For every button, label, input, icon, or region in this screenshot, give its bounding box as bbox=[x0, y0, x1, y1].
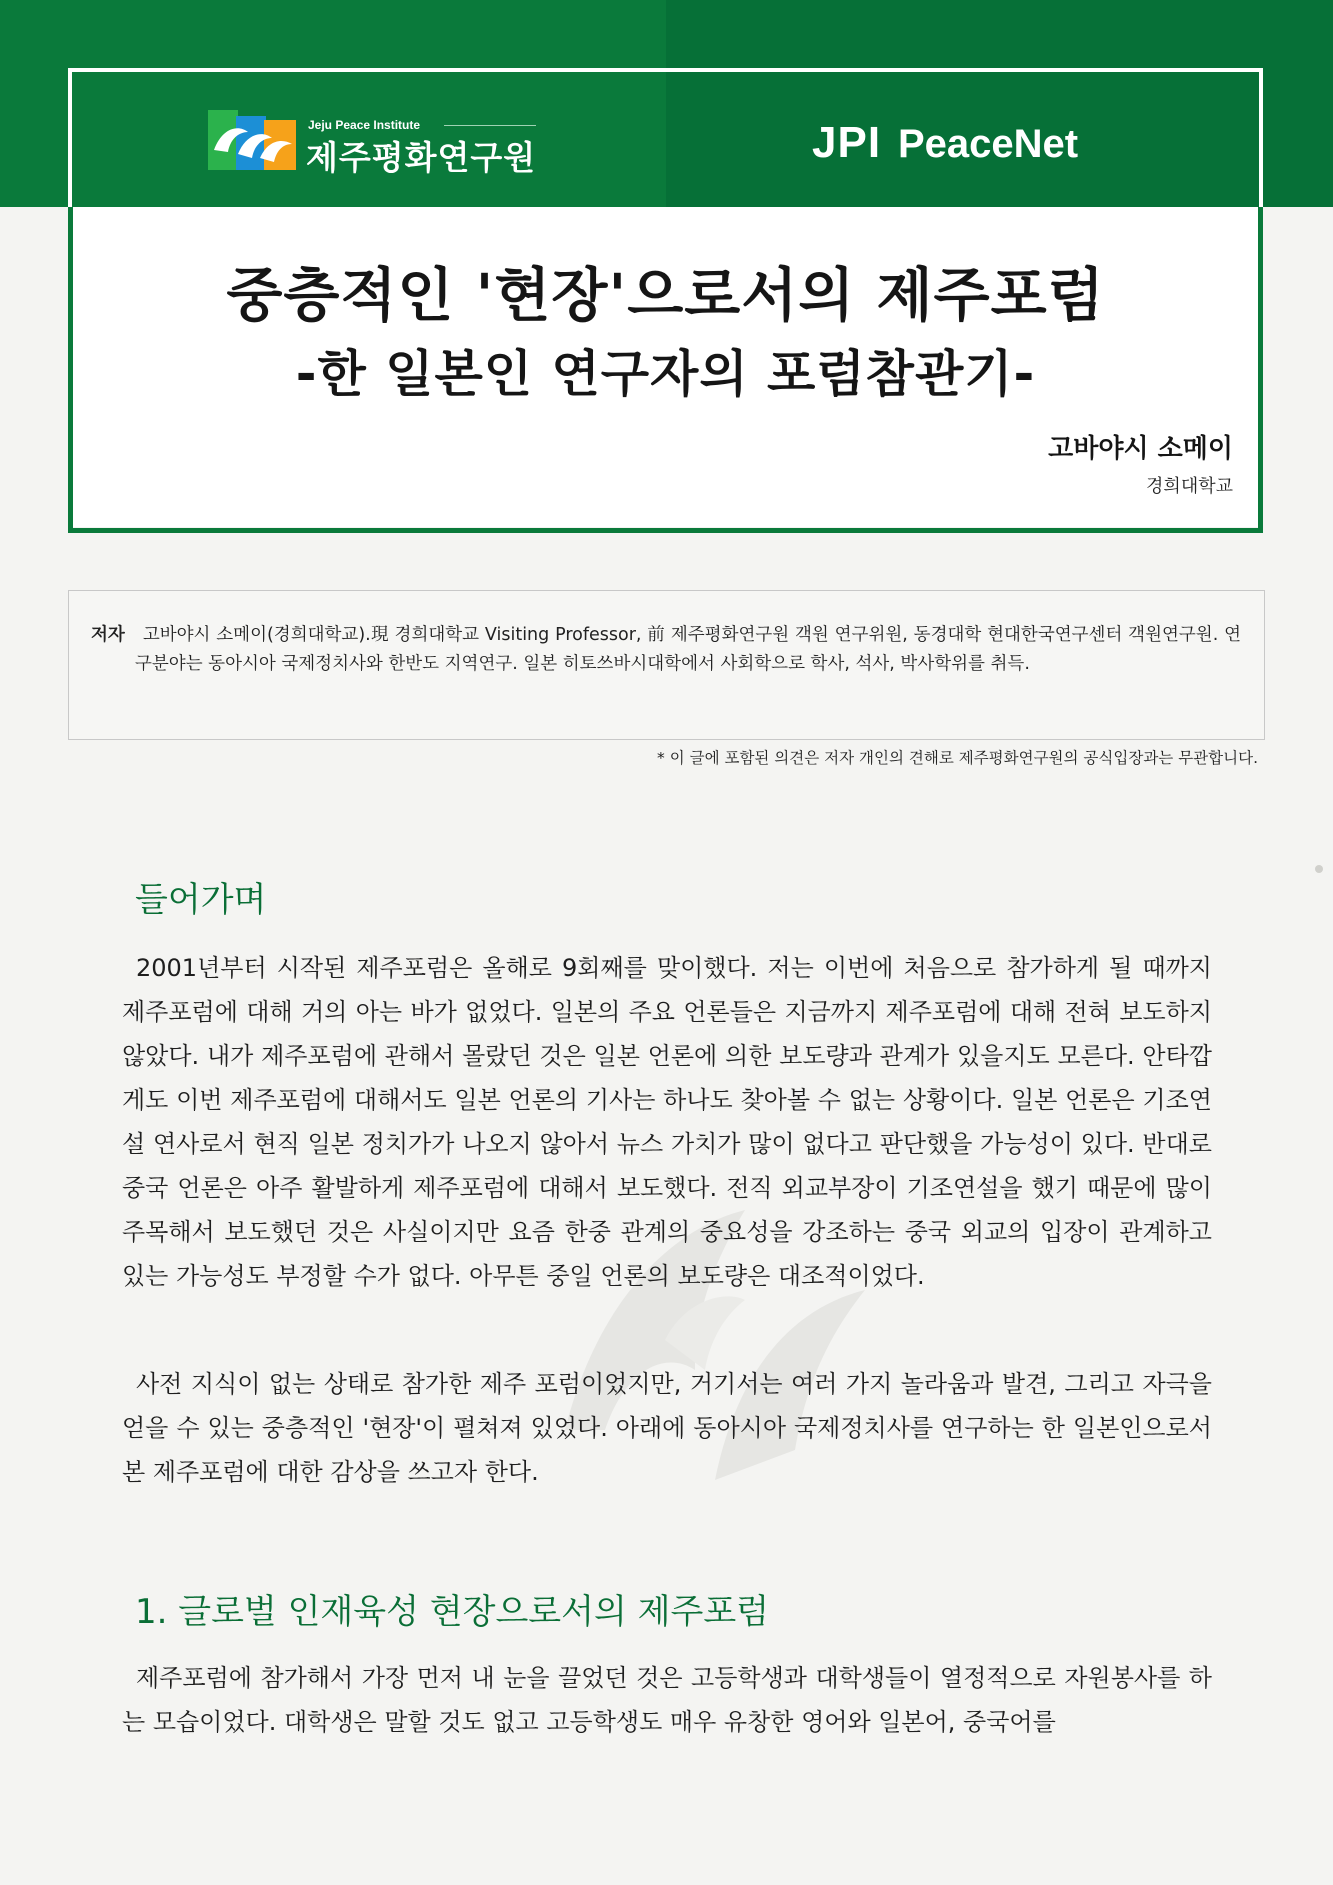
dove-logo-icon bbox=[208, 110, 296, 170]
jpi-mark: JPI bbox=[812, 118, 882, 167]
frame-line bbox=[1259, 68, 1263, 208]
frame-line bbox=[68, 68, 72, 208]
page-title: 중층적인 '현장'으로서의 제주포럼 bbox=[226, 261, 1105, 329]
section-heading-intro: 들어가며 bbox=[135, 880, 267, 920]
section-heading-1: 1. 글로벌 인재육성 현장으로서의 제주포럼 bbox=[135, 1592, 770, 1632]
frame-line bbox=[68, 528, 1263, 533]
page-edge-mark bbox=[1315, 865, 1323, 873]
logo-english-name: Jeju Peace Institute bbox=[308, 118, 421, 132]
frame-line bbox=[68, 68, 1263, 72]
paragraph: 제주포럼에 참가해서 가장 먼저 내 눈을 끌었던 것은 고등학생과 대학생들이 열정적으로 자원봉사를 하는 모습이었다. 대학생은 말할 것도 없고 고등학생도 매우 유창한 영어와 일본어, 중국어를 bbox=[122, 1664, 1212, 1736]
jeju-peace-institute-logo bbox=[208, 108, 538, 177]
author-info-label: 저자 bbox=[91, 625, 125, 645]
page-subtitle: -한 일본인 연구자의 포럼참관기- bbox=[295, 345, 1036, 403]
peacenet-wordmark: PeaceNet bbox=[898, 122, 1079, 166]
disclaimer-note: * 이 글에 포함된 의견은 저자 개인의 견해로 제주평화연구원의 공식입장과는 무관합니다. bbox=[657, 749, 1258, 767]
author-name: 고바야시 소메이 bbox=[1048, 434, 1233, 464]
header-band bbox=[0, 0, 1333, 207]
author-info-box bbox=[68, 590, 1265, 740]
author-info-text bbox=[91, 621, 1241, 679]
peacenet-logo bbox=[812, 118, 1112, 174]
author-affiliation: 경희대학교 bbox=[1146, 476, 1233, 497]
frame-line bbox=[1258, 207, 1263, 533]
author-info-body: 고바야시 소메이(경희대학교).現 경희대학교 Visiting Professor, 前 제주평화연구원 객원 연구위원, 동경대학 현대한국연구센터 객원연구원. 연구분야는 동아시아 국제정치사와 한반도 지역연구. 일본 히토쓰바시대학에서 사회학으로 학사, 석사, 박사학위를 취득. bbox=[135, 625, 1241, 674]
paragraph: 사전 지식이 없는 상태로 참가한 제주 포럼이었지만, 거기서는 여러 가지 놀라움과 발견, 그리고 자극을 얻을 수 있는 중층적인 '현장'이 펼쳐져 있었다. 아래에 동아시아 국제정치사를 연구하는 한 일본인으로서 본 제주포럼에 대한 감상을 쓰고자 한다. bbox=[122, 1370, 1212, 1486]
logo-rule bbox=[444, 125, 536, 126]
paragraph: 2001년부터 시작된 제주포럼은 올해로 9회째를 맞이했다. 저는 이번에 처음으로 참가하게 될 때까지 제주포럼에 대해 거의 아는 바가 없었다. 일본의 주요 언론들은 지금까지 제주포럼에 대해 전혀 보도하지 않았다. 내가 제주포럼에 관해서 몰랐던 것은 일본 언론에 의한 보도량과 관계가 있을지도 모른다. 안타깝게도 이번 제주포럼에 대해서도 일본 언론의 기사는 하나도 찾아볼 수 없는 상황이다. 일본 언론은 기조연설 연사로서 현직 일본 정치가가 나오지 않아서 뉴스 가치가 많이 없다고 판단했을 가능성이 있다. 반대로 중국 언론은 아주 활발하게 제주포럼에 대해서 보도했다. 전직 외교부장이 기조연설을 했기 때문에 많이 주목해서 보도했던 것은 사실이지만 요즘 한중 관계의 중요성을 강조하는 중국 외교의 입장이 관계하고 있는 가능성도 부정할 수가 없다. 아무튼 중일 언론의 보도량은 대조적이었다. bbox=[122, 954, 1212, 1290]
logo-korean-name: 제주평화연구원 bbox=[306, 138, 537, 177]
header-band-right bbox=[666, 0, 1333, 207]
